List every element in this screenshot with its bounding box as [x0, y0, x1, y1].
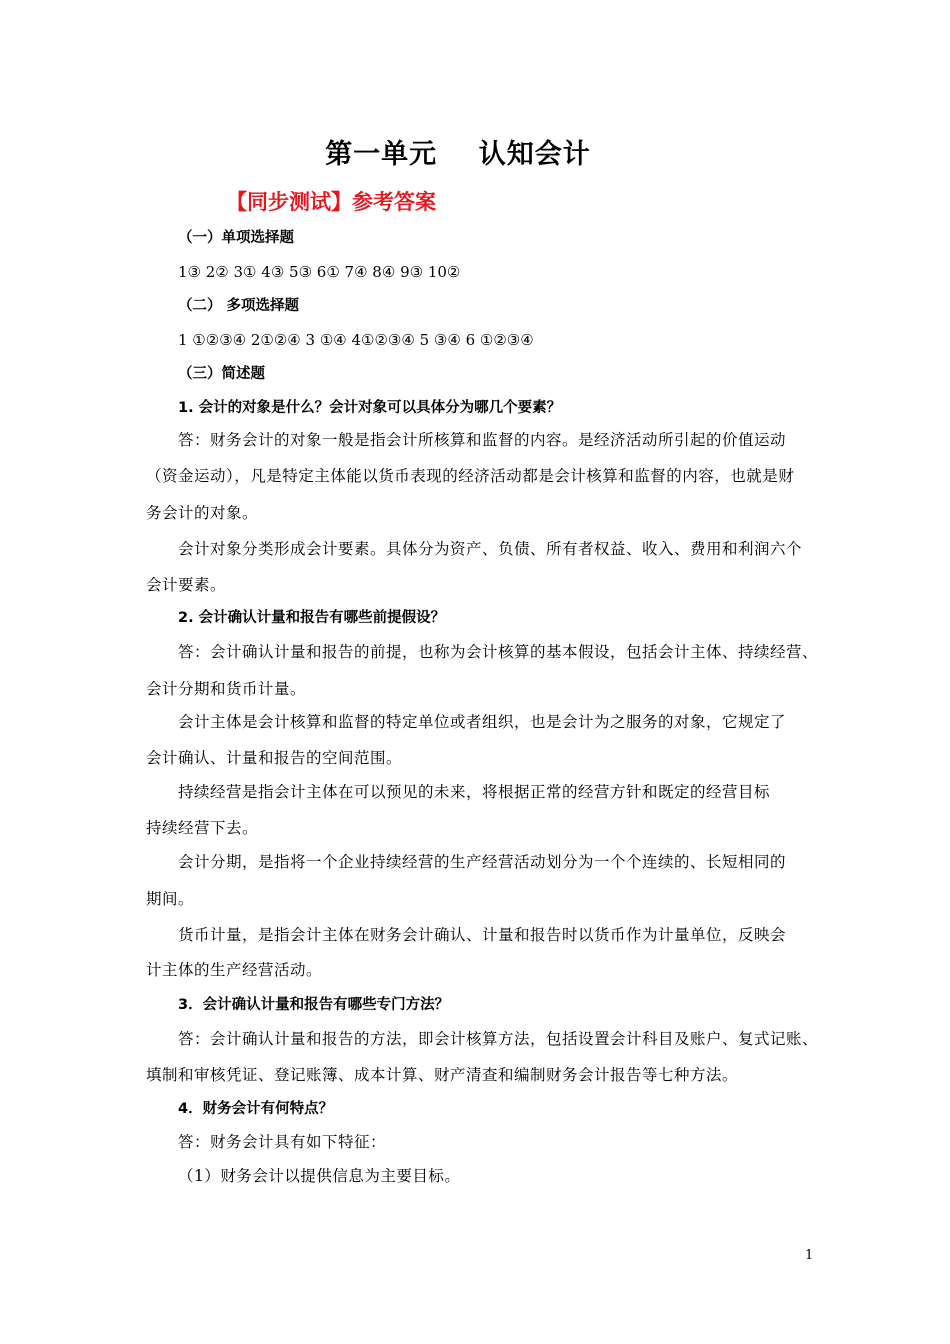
single-choice-answers: 1③ 2② 3① 4③ 5③ 6① 7④ 8④ 9③ 10② [178, 263, 461, 281]
answer-1-line: 会计对象分类形成会计要素。具体分为资产、负债、所有者权益、收入、费用和利润六个 [178, 540, 803, 558]
question-1: 1. 会计的对象是什么？会计对象可以具体分为哪几个要素？ [178, 400, 562, 416]
answer-2-line: 持续经营是指会计主体在可以预见的未来，将根据正常的经营方针和既定的经营目标 [178, 783, 771, 801]
answer-3-line: 答：会计确认计量和报告的方法，即会计核算方法，包括设置会计科目及账户、复式记账、 [178, 1030, 819, 1048]
question-2: 2. 会计确认计量和报告有哪些前提假设？ [178, 610, 446, 626]
answer-2-line: 会计分期，是指将一个企业持续经营的生产经营活动划分为一个个连续的、长短相同的 [178, 853, 787, 871]
page-number: 1 [805, 1248, 814, 1263]
answer-2-line: 期间。 [146, 890, 195, 908]
question-4: 4．财务会计有何特点？ [178, 1101, 334, 1117]
answer-2-line: 持续经营下去。 [146, 819, 259, 837]
answer-4-line: 答：财务会计具有如下特征： [178, 1133, 387, 1151]
answer-2-line: 货币计量，是指会计主体在财务会计确认、计量和报告时以货币作为计量单位，反映会 [178, 926, 787, 944]
answer-1-line: 务会计的对象。 [146, 504, 259, 522]
page-title: 第一单元 认知会计 [325, 139, 591, 170]
answer-4-line: （1）财务会计以提供信息为主要目标。 [178, 1167, 461, 1185]
answer-key-subtitle: 【同步测试】参考答案 [226, 190, 436, 214]
answer-1-line: （资金运动），凡是特定主体能以货币表现的经济活动都是会计核算和监督的内容，也就是财 [146, 467, 795, 485]
answer-2-line: 会计确认、计量和报告的空间范围。 [146, 749, 403, 767]
multi-choice-answers: 1 ①②③④ 2①②④ 3 ①④ 4①②③④ 5 ③④ 6 ①②③④ [178, 331, 534, 349]
answer-3-line: 填制和审核凭证、登记账簿、成本计算、财产清查和编制财务会计报告等七种方法。 [146, 1066, 739, 1084]
answer-1-line: 会计要素。 [146, 576, 227, 594]
multi-choice-heading: （二） 多项选择题 [178, 298, 300, 314]
question-3: 3．会计确认计量和报告有哪些专门方法？ [178, 997, 450, 1013]
answer-2-line: 答：会计确认计量和报告的前提，也称为会计核算的基本假设，包括会计主体、持续经营、 [178, 643, 819, 661]
answer-2-line: 计主体的生产经营活动。 [146, 961, 323, 979]
short-answer-heading: （三）简述题 [178, 366, 265, 382]
answer-2-line: 会计主体是会计核算和监督的特定单位或者组织，也是会计为之服务的对象，它规定了 [178, 713, 787, 731]
single-choice-heading: （一）单项选择题 [178, 230, 294, 246]
answer-1-line: 答：财务会计的对象一般是指会计所核算和监督的内容。是经济活动所引起的价值运动 [178, 431, 787, 449]
answer-2-line: 会计分期和货币计量。 [146, 680, 307, 698]
